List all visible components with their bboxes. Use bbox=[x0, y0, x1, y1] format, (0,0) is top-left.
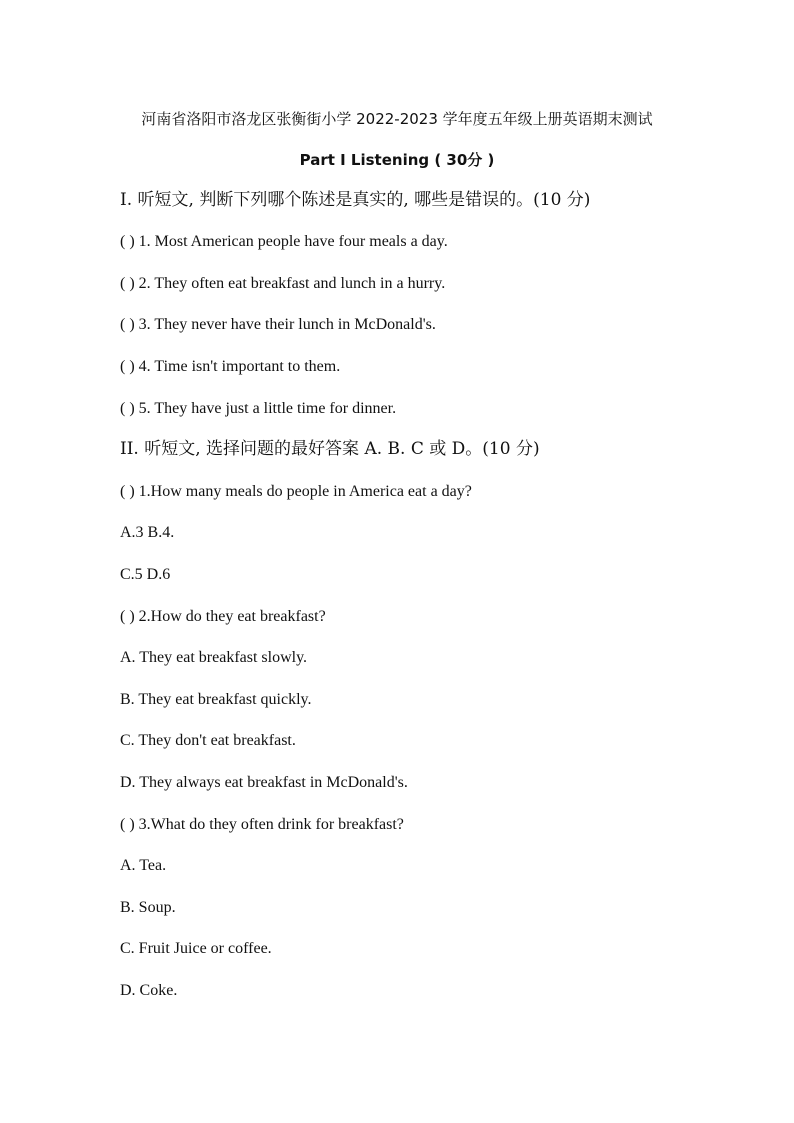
question-line: ( ) 3.What do they often drink for breakfast? bbox=[120, 816, 404, 833]
question-line: ( ) 5. They have just a little time for dinner. bbox=[120, 400, 397, 417]
option-line: B. They eat breakfast quickly. bbox=[120, 691, 312, 708]
option-line: B. Soup. bbox=[120, 899, 176, 916]
option-line: A. They eat breakfast slowly. bbox=[120, 649, 308, 666]
option-line: C.5 D.6 bbox=[120, 566, 171, 583]
option-line: C. They don't eat breakfast. bbox=[120, 732, 296, 749]
option-line: A. Tea. bbox=[120, 857, 167, 874]
question-line: ( ) 1.How many meals do people in America eat a day? bbox=[120, 483, 472, 500]
question-line: ( ) 4. Time isn't important to them. bbox=[120, 358, 341, 375]
question-line: ( ) 3. They never have their lunch in McDonald's. bbox=[120, 316, 436, 333]
question-line: ( ) 2.How do they eat breakfast? bbox=[120, 608, 326, 625]
option-line: D. They always eat breakfast in McDonald's. bbox=[120, 774, 408, 791]
option-line: D. Coke. bbox=[120, 982, 178, 999]
option-line: A.3 B.4. bbox=[120, 524, 175, 541]
option-line: C. Fruit Juice or coffee. bbox=[120, 940, 272, 957]
question-line: ( ) 1. Most American people have four meals a day. bbox=[120, 233, 448, 250]
section2-heading: II. 听短文, 选择问题的最好答案 A. B. C 或 D。(10 分) bbox=[120, 439, 540, 459]
exam-title: 河南省洛阳市洛龙区张衡街小学 2022-2023 学年度五年级上册英语期末测试 bbox=[141, 110, 653, 128]
section1-heading: I. 听短文, 判断下列哪个陈述是真实的, 哪些是错误的。(10 分) bbox=[120, 190, 591, 210]
part-title: Part I Listening ( 30分 ) bbox=[299, 151, 495, 169]
question-line: ( ) 2. They often eat breakfast and lunch in a hurry. bbox=[120, 275, 446, 292]
